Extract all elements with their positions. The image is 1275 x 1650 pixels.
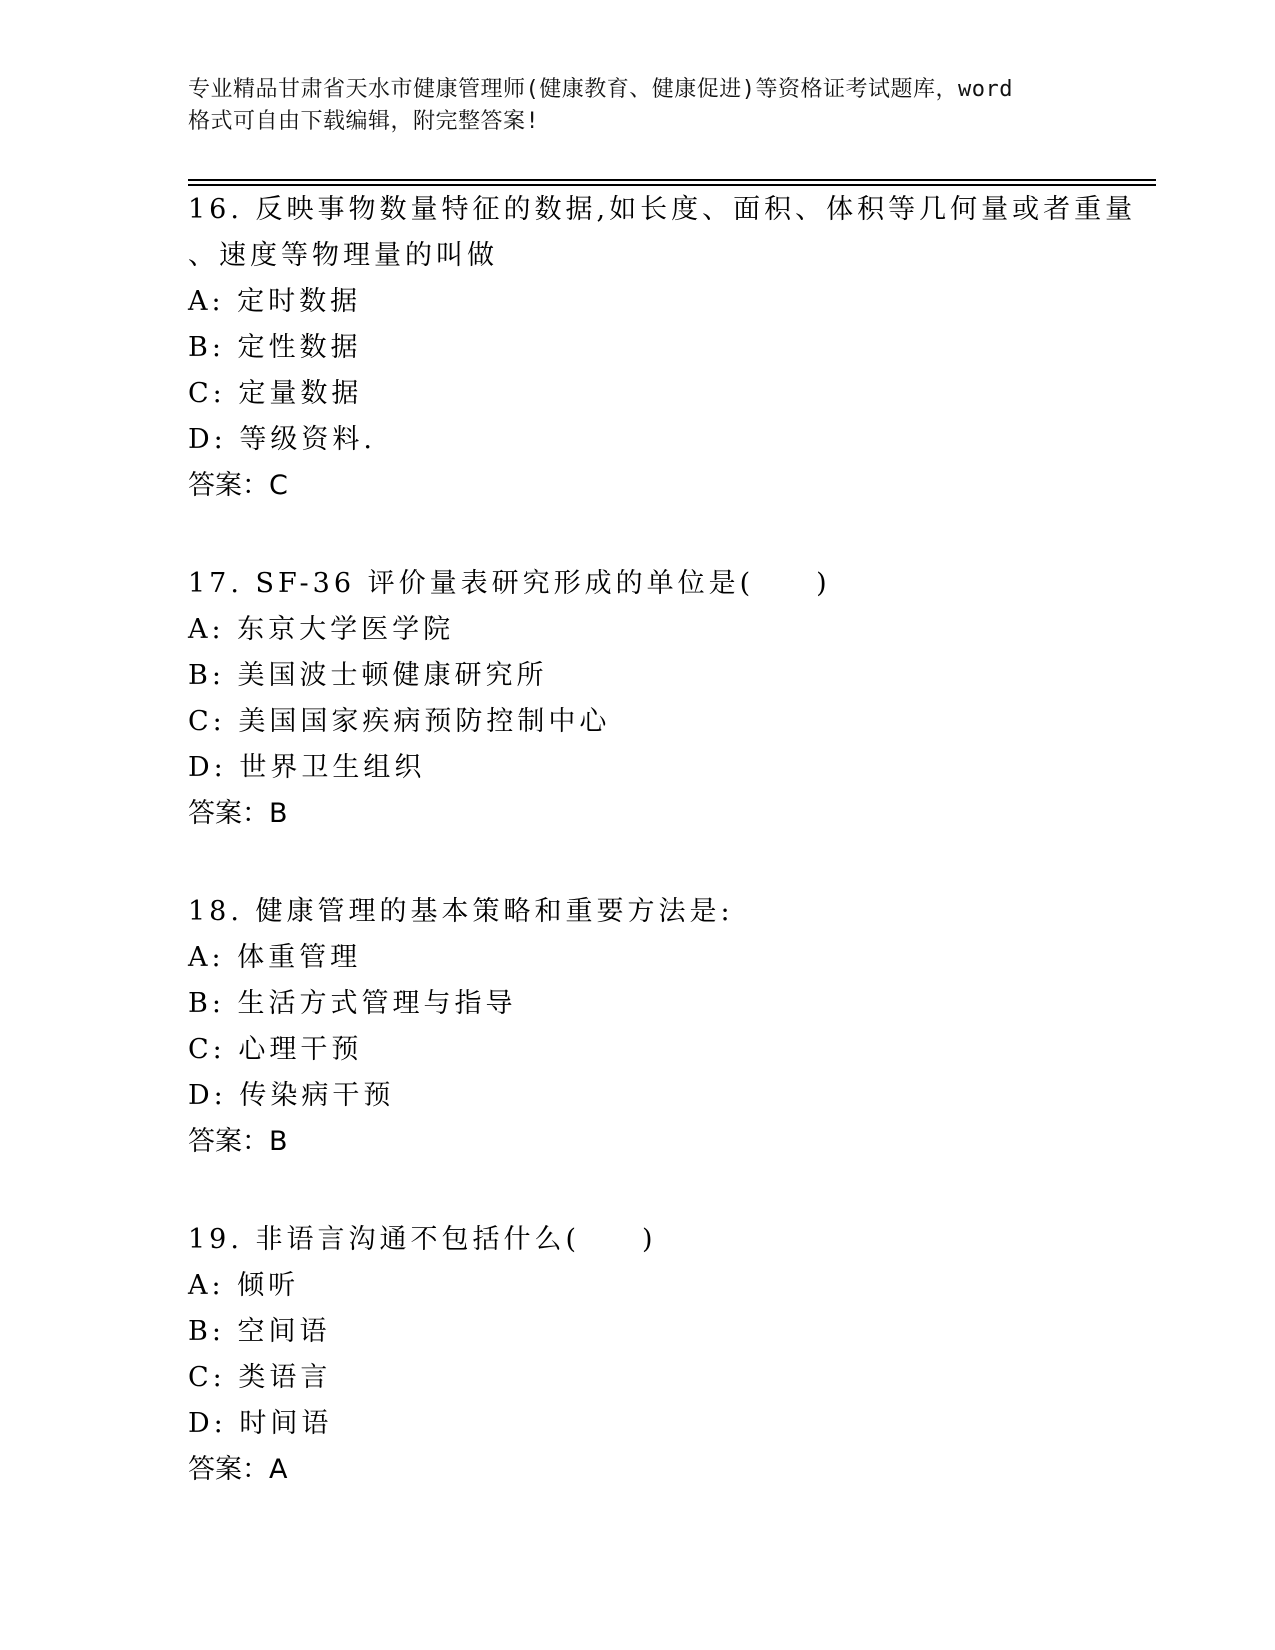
question-stem: 16. 反映事物数量特征的数据,如长度、面积、体积等几何量或者重量 [188, 194, 1137, 225]
option-b: B: 定性数据 [188, 332, 362, 363]
option-a: A: 倾听 [188, 1270, 300, 1301]
question-stem: 18. 健康管理的基本策略和重要方法是: [188, 896, 734, 927]
option-d: D: 时间语 [188, 1408, 333, 1439]
option-d: D: 传染病干预 [188, 1080, 395, 1111]
option-d: D: 世界卫生组织 [188, 752, 426, 783]
option-c: C: 定量数据 [188, 378, 363, 409]
question-16 [188, 187, 1137, 509]
option-d: D: 等级资料. [188, 424, 376, 455]
option-b: B: 生活方式管理与指导 [188, 988, 517, 1019]
option-c: C: 心理干预 [188, 1034, 363, 1065]
option-c: C: 类语言 [188, 1362, 332, 1393]
option-c: C: 美国国家疾病预防控制中心 [188, 706, 611, 737]
answer-label: 答案：B [188, 1126, 288, 1157]
question-17 [188, 561, 1088, 837]
answer-label: 答案：C [188, 470, 288, 501]
question-19 [188, 1217, 1088, 1493]
option-b: B: 空间语 [188, 1316, 331, 1347]
header-divider-top [188, 179, 1156, 181]
question-stem-continued: 、速度等物理量的叫做 [188, 240, 498, 271]
header-divider-bottom [188, 184, 1156, 186]
answer-label: 答案：B [188, 798, 288, 829]
question-18 [188, 889, 1088, 1165]
question-list [188, 187, 1137, 1545]
option-a: A: 体重管理 [188, 942, 362, 973]
header-line-2: 格式可自由下载编辑，附完整答案! [188, 109, 540, 134]
answer-label: 答案：A [188, 1454, 288, 1485]
option-a: A: 定时数据 [188, 286, 362, 317]
option-b: B: 美国波士顿健康研究所 [188, 660, 548, 691]
option-a: A: 东京大学医学院 [188, 614, 455, 645]
document-header [188, 74, 1088, 138]
header-line-1: 专业精品甘肃省天水市健康管理师(健康教育、健康促进)等资格证考试题库，word [188, 77, 1013, 102]
question-stem: 17. SF-36 评价量表研究形成的单位是( ) [188, 568, 831, 599]
question-stem: 19. 非语言沟通不包括什么( ) [188, 1224, 657, 1255]
